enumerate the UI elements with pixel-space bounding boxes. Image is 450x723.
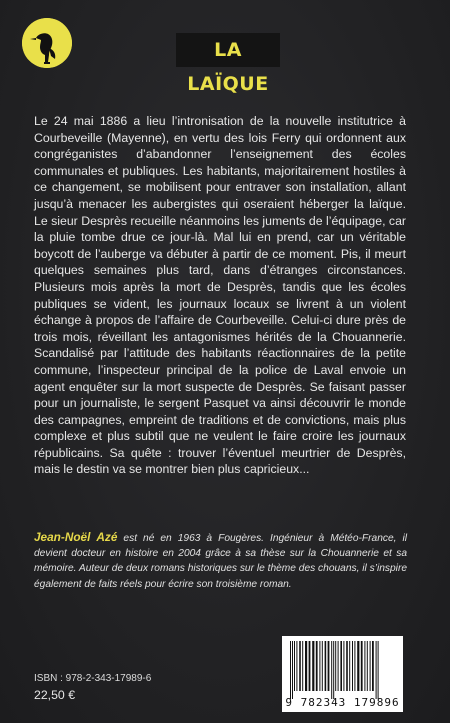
barcode-bar xyxy=(343,641,344,691)
barcode-bar xyxy=(367,641,368,691)
barcode-bar xyxy=(331,641,332,699)
author-bio-text: est né en 1963 à Fougères. Ingénieur à Météo-France, il devient docteur en histoire en 2004 grâce à sa thèse sur la Chouannerie et sa mémoire. Auteur de deux romans historiques sur le thème des chouans, il s’inspire également de faits réels pour écrire son troisième roman. xyxy=(34,533,407,590)
barcode-bar xyxy=(370,641,371,691)
barcode-bar xyxy=(302,641,303,691)
barcode-bar xyxy=(354,641,355,691)
barcode-bar xyxy=(349,641,350,691)
barcode-bar xyxy=(335,641,336,691)
barcode-bar xyxy=(292,641,293,699)
barcode-bar xyxy=(364,641,365,691)
barcode-bar xyxy=(296,641,297,691)
barcode xyxy=(282,636,403,712)
barcode-bar xyxy=(312,641,314,691)
barcode-bar xyxy=(322,641,323,691)
barcode-bar xyxy=(352,641,353,691)
barcode-bar xyxy=(325,641,327,691)
series-title: LA LAÏQUE xyxy=(176,33,280,67)
barcode-bar xyxy=(319,641,320,691)
barcode-bar xyxy=(290,641,291,699)
barcode-bar xyxy=(378,641,379,699)
barcode-digits: 9 782343 179896 xyxy=(285,696,400,709)
back-cover-blurb: Le 24 mai 1886 a lieu l’intronisation de la nouvelle institutrice à Courbeveille (Mayenne), en vertu des lois Ferry qui ordonnent aux congréganistes d’abandonner l’enseignement des écoles communales et publiques. Les habitants, majoritairement hostiles à ce changement, se mobilisent pour entraver son installation, allant jusqu’à menacer les aubergistes qui oseraient héberger la laïque. Le sieur Desprès recueille néanmoins les juments de l’équipage, car la pluie tombe drue ce jour-là. Mal lui en prend, car un véritable boycott de l’auberge va débuter à partir de ce moment. Pis, il meurt quelques semaines plus tard, dans d’étranges circonstances. Plusieurs mois après la mort de Desprès, tandis que les écoles publiques se vident, les journaux locaux se livrent à un violent échange à propos de l’affaire de Courbeveille. Celui-ci dure près de trois mois, réveillant les antagonismes hérités de la Chouannerie. Scandalisé par l’attitude des habitants réactionnaires de la petite commune, l’inspecteur principal de la police de Laval envoie un agent enquêter sur la mort suspecte de Desprès. Se faisant passer pour un journaliste, le sergent Pasquet va ainsi découvrir le monde des campagnes, empreint de traditions et de convictions, mais plus complexe et plus subtil que ne veulent le faire croire les journaux républicains. Sa quête : trouver l’éventuel meurtrier de Desprès, mais le destin va se montrer bien plus capricieux... xyxy=(34,114,406,477)
barcode-bar xyxy=(357,641,359,691)
barcode-bar xyxy=(309,641,311,691)
price: 22,50 € xyxy=(34,688,76,702)
barcode-bar xyxy=(333,641,334,699)
barcode-bar xyxy=(361,641,363,691)
barcode-bar xyxy=(299,641,301,691)
barcode-bar xyxy=(328,641,330,691)
barcode-bar xyxy=(338,641,339,691)
isbn: ISBN : 978-2-343-17989-6 xyxy=(34,673,152,684)
raven-silhouette-icon xyxy=(22,18,72,68)
barcode-bar xyxy=(305,641,307,691)
barcode-bar xyxy=(376,641,377,699)
barcode-bar xyxy=(316,641,318,691)
barcode-bar xyxy=(372,641,374,691)
barcode-bar xyxy=(340,641,342,691)
author-bio xyxy=(34,530,407,592)
barcode-bar xyxy=(294,641,295,691)
author-name: Jean-Noël Azé xyxy=(34,530,118,544)
barcode-bar xyxy=(346,641,348,691)
